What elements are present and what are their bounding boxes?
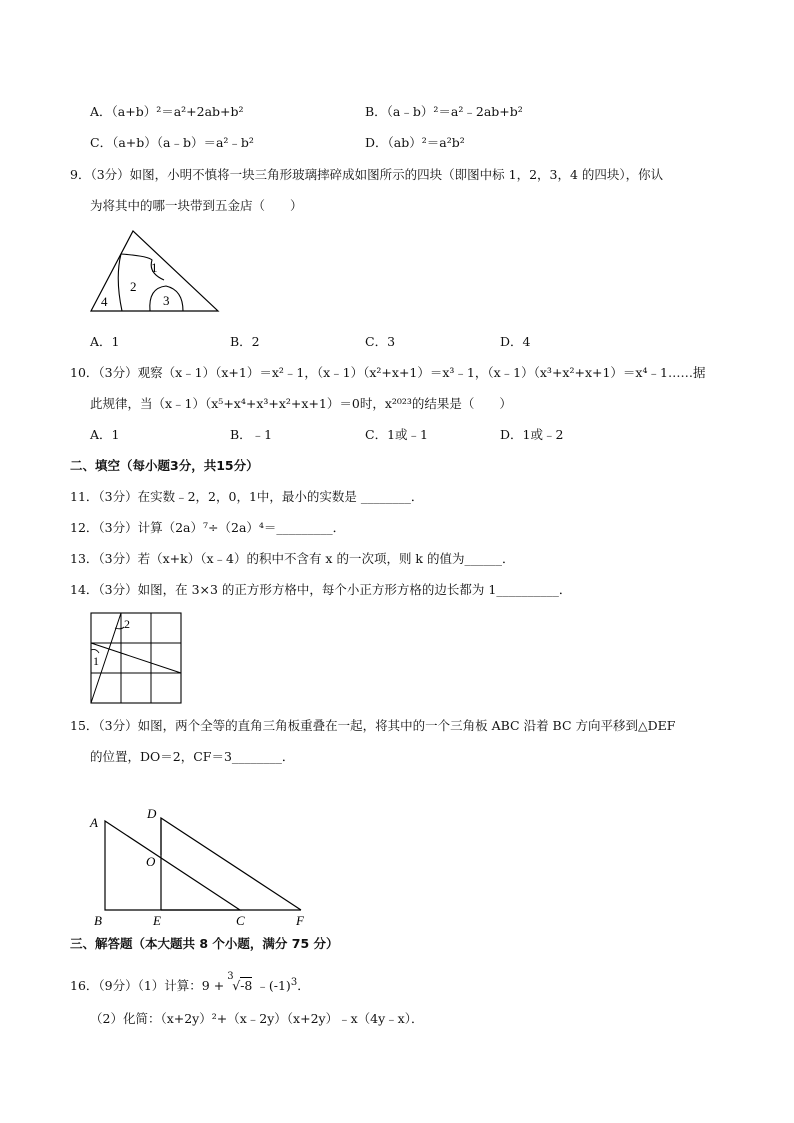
- q15-stem-line1: 15．（3分）如图，两个全等的直角三角板重叠在一起，将其中的一个三角板 ABC 沿着 BC 方向平移到△DEF: [70, 718, 676, 733]
- q15-stem-line2: 的位置，DO＝2，CF＝3________．: [90, 749, 295, 764]
- q8-option-b: B．（a﹣b）²＝a²﹣2ab+b²: [365, 104, 523, 119]
- q10-stem-line1: 10．（3分）观察（x﹣1）（x+1）＝x²﹣1，（x﹣1）（x²+x+1）＝x³﹣1，（x﹣1）（x³+x²+x+1）＝x⁴﹣1……据: [70, 365, 706, 380]
- cube-root-radicand: -8: [240, 978, 253, 994]
- diagonal-shallow: [91, 643, 181, 673]
- point-label-b: B: [94, 913, 102, 928]
- crack-line-a: [118, 254, 122, 311]
- point-label-f: F: [296, 913, 304, 928]
- q8-option-c: C．（a+b）（a﹣b）＝a²﹣b²: [90, 135, 254, 150]
- q16-part1-prefix: 16．（9分）（1）计算：9 +: [70, 978, 225, 994]
- q16-part1-power: 3: [290, 977, 298, 988]
- q9-stem-line2: 为将其中的哪一块带到五金店（ ）: [90, 198, 303, 213]
- angle-label-1: 1: [93, 654, 99, 668]
- q8-option-a: A．（a+b）²＝a²+2ab+b²: [90, 104, 244, 119]
- cube-root-index: 3: [227, 971, 234, 983]
- q15-triangles-figure: [88, 805, 328, 930]
- point-label-c: C: [236, 913, 245, 928]
- q16-part1-suffix: ﹣(-1): [256, 978, 291, 994]
- section-3-heading: 三、解答题（本大题共 8 个小题，满分 75 分）: [70, 936, 339, 951]
- piece-label-4: 4: [101, 294, 108, 309]
- q9-option-a: A．1: [90, 334, 120, 349]
- q10-option-a: A．1: [90, 427, 120, 442]
- q9-option-d: D．4: [500, 334, 531, 349]
- q9-broken-triangle-figure: [88, 228, 228, 328]
- point-label-o: O: [146, 854, 156, 869]
- q9-option-b: B．2: [230, 334, 260, 349]
- q10-option-d: D．1或﹣2: [500, 427, 564, 442]
- q10-option-c: C．1或﹣1: [365, 427, 428, 442]
- piece-label-2: 2: [130, 279, 137, 294]
- q9-option-c: C．3: [365, 334, 396, 349]
- angle-arc-1: [91, 649, 99, 653]
- point-label-e: E: [153, 913, 161, 928]
- point-label-d: D: [147, 806, 157, 821]
- piece-label-3: 3: [163, 293, 170, 308]
- q16-part1-end: ．: [297, 978, 310, 994]
- q13-text: 13．（3分）若（x+k）（x﹣4）的积中不含有 x 的一次项，则 k 的值为______．: [70, 551, 515, 566]
- q16-part1: [70, 971, 310, 995]
- point-label-a: A: [90, 815, 98, 830]
- triangle-abc: [105, 821, 240, 910]
- q14-text: 14．（3分）如图，在 3×3 的正方形方格中，每个小正方形方格的边长都为 1__________．: [70, 582, 572, 597]
- q14-grid-figure: [88, 610, 188, 710]
- angle-label-2: 2: [124, 617, 130, 631]
- q8-option-d: D．（ab）²＝a²b²: [365, 135, 465, 150]
- q11-text: 11．（3分）在实数﹣2，2，0，1中，最小的实数是 ________．: [70, 489, 424, 504]
- q10-stem-line2: 此规律，当（x﹣1）（x⁵+x⁴+x³+x²+x+1）＝0时，x²⁰²³的结果是（ ）: [90, 396, 512, 411]
- crack-line-b: [121, 254, 164, 280]
- section-2-heading: 二、填空（每小题3分，共15分）: [70, 458, 259, 473]
- cube-root-expression: [226, 971, 253, 995]
- triangle-def-sides: [161, 818, 301, 910]
- q16-part2: （2）化简：（x+2y）²+（x﹣2y）（x+2y）﹣x（4y﹣x）．: [90, 1011, 424, 1026]
- piece-label-1: 1: [151, 260, 158, 275]
- q10-option-b: B．﹣1: [230, 427, 273, 442]
- q9-stem-line1: 9．（3分）如图，小明不慎将一块三角形玻璃摔碎成如图所示的四块（即图中标 1，2，3，4 的四块），你认: [70, 167, 664, 182]
- q12-text: 12．（3分）计算（2a）⁷÷（2a）⁴＝_________．: [70, 520, 346, 535]
- radical-sign: √: [232, 978, 241, 994]
